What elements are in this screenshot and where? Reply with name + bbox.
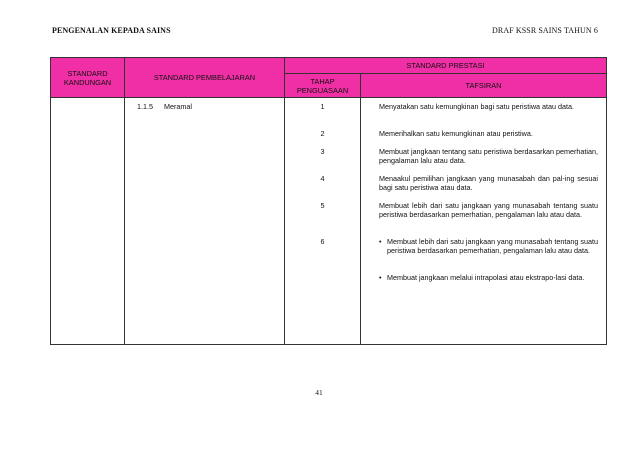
bullet-dot-icon: • [379, 237, 382, 246]
pembelajaran-code: 1.1.5 [137, 102, 153, 111]
tafsiran-column [361, 98, 607, 345]
col-header-pembelajaran: STANDARD PEMBELAJARAN [125, 58, 285, 98]
pembelajaran-label: Meramal [164, 102, 192, 111]
level-description: Menaakul pemilihan jangkaan yang munasabah dan pal-ing sesuai bagi satu peristiwa atau data. [379, 174, 599, 192]
bullet-dot-icon: • [379, 273, 382, 282]
level-description: Memerihalkan satu kemungkinan atau peristiwa. [379, 129, 533, 138]
level-description: Membuat lebih dari satu jangkaan yang munasabah tentang suatu peristiwa berdasarkan pemerhatian, pengalaman lalu atau data. [379, 201, 599, 219]
level-number: 3 [320, 147, 325, 156]
level-number: 4 [320, 174, 325, 183]
level-description: Membuat jangkaan tentang satu peristiwa berdasarkan pemerhatian, pengalaman lalu atau data. [379, 147, 599, 165]
level-number: 2 [320, 129, 325, 138]
level-description: Menyatakan satu kemungkinan bagi satu peristiwa atau data. [379, 102, 574, 111]
col-header-tahap: TAHAP PENGUASAAN [285, 74, 361, 98]
header-draft-label: DRAF KSSR SAINS TAHUN 6 [492, 26, 598, 35]
col-header-prestasi: STANDARD PRESTASI [285, 58, 607, 74]
standards-table [50, 57, 607, 345]
level-number: 6 [320, 237, 325, 246]
header-title: PENGENALAN KEPADA SAINS [52, 26, 171, 35]
kandungan-cell [51, 98, 125, 345]
level-bullet-text: Membuat jangkaan melalui intrapolasi atau ekstrapo-lasi data. [387, 273, 585, 282]
level-column [285, 98, 361, 345]
level-bullet [379, 273, 598, 282]
level-number: 5 [320, 201, 325, 210]
level-bullet [379, 237, 598, 273]
col-header-tafsiran: TAFSIRAN [361, 74, 607, 98]
level-number: 1 [320, 102, 325, 111]
col-header-kandungan: STANDARD KANDUNGAN [51, 58, 125, 98]
page-number: 41 [315, 388, 323, 397]
level-bullet-text: Membuat lebih dari satu jangkaan yang munasabah tentang suatu peristiwa berdasarkan pemerhatian, pengalaman lalu atau data. [387, 237, 599, 255]
pembelajaran-cell [125, 98, 285, 345]
